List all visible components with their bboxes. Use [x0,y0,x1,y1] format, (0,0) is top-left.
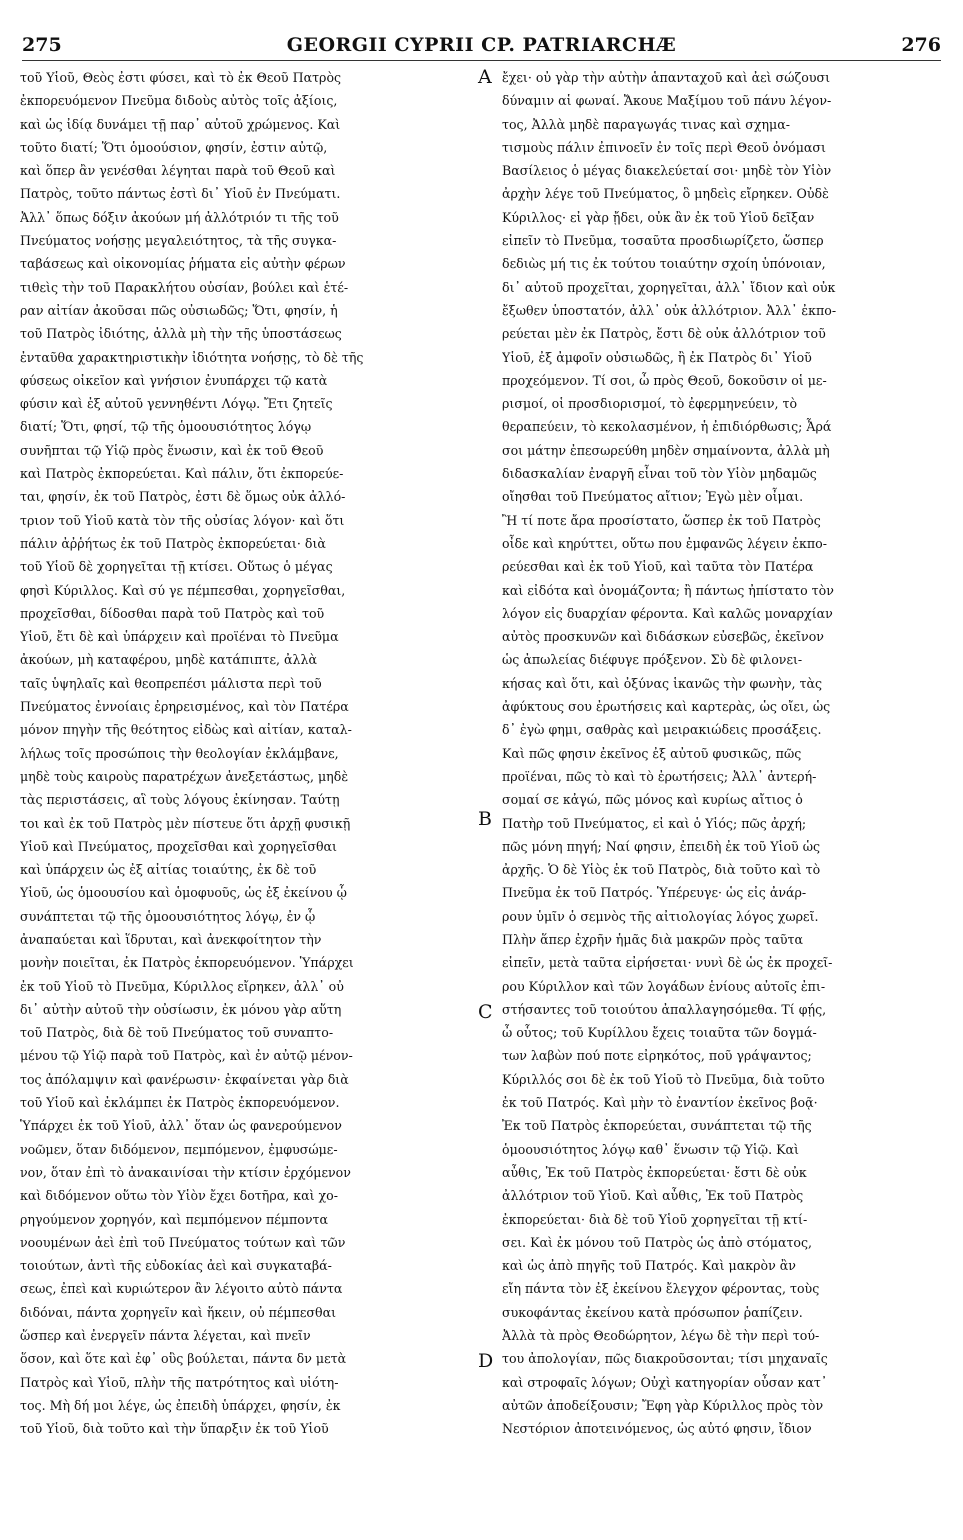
text-line: οἶδε καὶ κηρύττει, οὕτω που ἐμφανῶς λέγειν ἐκπο- [502,535,827,551]
text-line: ται, φησίν, ἐκ τοῦ Πατρὸς, ἐστι δὲ ὅμως οὐκ ἀλλό- [20,489,346,505]
text-line: αὐτῶν ἀποδείξουσιν; Ἔφη γὰρ Κύριλλος πρὸς τὸν [502,1397,824,1413]
text-line: τοῦ Υἱοῦ, διὰ τοῦτο καὶ τὴν ὕπαρξιν ἐκ τοῦ Υἱοῦ [20,1421,329,1437]
text-line: προϊέναι, πῶς τὸ καὶ τὸ ἐρωτήσεις; Ἀλλ᾽ ἀντερή- [502,768,817,784]
text-line: Ὑπάρχει ἐκ τοῦ Υἱοῦ, ἀλλ᾽ ὅταν ὡς φανερούμενον [20,1118,342,1134]
text-line: νοουμένων ἀεὶ ἐπὶ τοῦ Πνεύματος τούτων καὶ τῶν [20,1234,346,1250]
text-line: μένου τῷ Υἱῷ παρὰ τοῦ Πατρὸς, καὶ ἐν αὐτῷ μένον- [20,1048,353,1064]
text-line: ρουν ὑμῖν ὁ σεμνὸς τῆς αἰτιολογίας λόγος χωρεῖ. [502,908,819,924]
text-line: τοῦτο διατί; Ὅτι ὁμοούσιον, φησίν, ἐστιν αὐτῷ, [20,139,328,155]
text-line: αὐτὸς προσκυνῶν καὶ διδάσκων εὐσεβῶς, ἐκεῖνον [502,629,824,645]
text-line: Πατὴρ τοῦ Πνεύματος, εἰ καὶ ὁ Υἱός; πῶς ἀρχή; [502,815,807,831]
text-line: τισμοὺς πάλιν ἐπινοεῖν ἐν τοῖς περὶ Θεοῦ ὀνόμασι [502,139,826,155]
text-line: διδόναι, πάντα χορηγεῖν καὶ ἥκειν, οὐ πέμπεσθαι [20,1304,337,1320]
text-line: Υἱοῦ καὶ Πνεύματος, προχεῖσθαι καὶ χορηγεῖσθαι [20,838,337,854]
right-page-number: 276 [901,34,941,56]
text-line: ἀκούων, μὴ καταφέρου, μηδὲ κατάπιπτε, ἀλλὰ [20,652,317,668]
text-line: Ἐκ τοῦ Πατρὸς ἐκπορεύεται, συνάπτεται τῷ τῆς [502,1118,812,1134]
text-line: Πνεῦμα ἐκ τοῦ Πατρός. Ὑπέρευγε· ὡς εἰς ἀνάρ- [502,885,807,901]
text-line: τριον τοῦ Υἱοῦ κατὰ τὸν τῆς οὐσίας λόγον· καὶ ὅτι [20,512,345,528]
text-line: φησὶ Κύριλλος. Καὶ σύ γε πέμπεσθαι, χορηγεῖσθαι, [20,582,346,598]
text-line: εἴη πάντα τὸν ἐξ ἐκείνου ἔλεγχον φέροντας, τοὺς [502,1281,820,1297]
text-line: συνάπτεται τῷ τῆς ὁμοουσιότητος λόγῳ, ἐν ᾧ [20,908,316,924]
text-line: μηδὲ τοὺς καιροὺς παρατρέχων ἀνεξετάστως, μηδὲ [20,768,349,784]
text-line: ἐκ τοῦ Πατρός. Καὶ μὴν τὸ ἐναντίον ἐκεῖνος βοᾷ· [502,1095,818,1111]
text-line: μόνον πηγὴν τῆς θεότητος εἰδὼς καὶ αἰτίαν, καταλ- [20,722,352,738]
text-line: καὶ στροφαῖς λόγων; Οὐχὶ κατηγορίαν οὖσαν κατ᾽ [502,1374,828,1390]
text-line: διατί; Ὅτι, φησί, τῷ τῆς ὁμοουσιότητος λόγῳ [20,419,312,435]
text-line: ἐνταῦθα χαρακτηριστικὴν ἰδιότητα νοήσῃς, τὸ δὲ τῆς [20,349,364,365]
text-line: ἐκπορευόμενον Πνεῦμα διδοὺς αὐτὸς τοῖς ἀξίοις, [20,93,338,109]
text-line: πάλιν ἀῤῥήτως ἐκ τοῦ Πατρὸς ἐκπορεύεται· διὰ [20,535,326,551]
text-line: καὶ ὅπερ ἂν γενέσθαι λέγηται παρὰ τοῦ Θεοῦ καὶ [20,163,336,179]
text-line: ὡς ἀπωλείας διέφυγε πρόξενον. Σὺ δὲ φιλονει- [502,652,803,668]
text-line: ἀρχῆς. Ὁ δὲ Υἱὸς ἐκ τοῦ Πατρὸς, διὰ τοῦτο καὶ τὸ [502,862,821,878]
text-line: Καὶ πῶς φησιν ἐκεῖνος ἐξ αὐτοῦ φυσικῶς, πῶς [502,745,802,761]
text-line: τοῦ Πατρὸς ἰδιότης, ἀλλὰ μὴ τὴν τῆς ὑποστάσεως [20,326,342,342]
text-line: καὶ Πατρὸς ἐκπορεύεται. Καὶ πάλιν, ὅτι ἐκπορεύε- [20,466,344,482]
text-line: θεραπεύειν, τὸ κεκολασμένον, ἡ ἐπιδιόρθωσις; Ἆρά [502,419,832,435]
text-line: καὶ ὑπάρχειν ὡς ἐξ αἰτίας τοιαύτης, ἐκ δὲ τοῦ [20,862,317,878]
text-line: σοι μάτην ἐπεσωρεύθη μηδὲν σημαίνοντα, ἀλλὰ μὴ [502,442,830,458]
text-line: ἐκ τοῦ Υἱοῦ τὸ Πνεῦμα, Κύριλλος εἴρηκεν, ἀλλ᾽ οὐ [20,978,344,994]
text-line: τοῦ Υἱοῦ, Θεὸς ἐστι φύσει, καὶ τὸ ἐκ Θεοῦ Πατρὸς [20,70,342,85]
text-line: Κύριλλός σοι δὲ ἐκ τοῦ Υἱοῦ τὸ Πνεῦμα, διὰ τοῦτο [502,1071,825,1087]
margin-marker-c: C [478,1001,493,1023]
text-line: νον, ὅταν ἐπὶ τὸ ἀνακαινίσαι τὴν κτίσιν ἐρχόμενον [20,1164,351,1180]
text-line: μονὴν ποιεῖται, ἐκ Πατρὸς ἐκπορευόμενον. Ὑπάρχει [20,955,354,971]
margin-marker-a: A [478,66,492,88]
text-line: Πνεύματος ἐννοίαις ἐρηρεισμένος, καὶ τὸν Πατέρα [20,699,349,715]
text-line: πῶς μόνη πηγή; Ναί φησιν, ἐπειδὴ ἐκ τοῦ Υἱοῦ ὡς [502,838,821,854]
text-line: συκοφάντας ἐκείνου κατὰ πρόσωπον ῥαπίζειν. [502,1304,803,1320]
text-line: των λαβὼν πού ποτε εἰρηκότος, ποῦ γράψαντος; [502,1048,812,1064]
text-line: διδασκαλίαν ἐναργῆ εἶναι τοῦ τὸν Υἱὸν μηδαμῶς [502,466,817,482]
text-line: αὖθις, Ἐκ τοῦ Πατρὸς ἐκπορεύεται· ἔστι δὲ οὐκ [502,1164,807,1180]
text-line: προχεόμενον. Τί σοι, ὦ πρὸς Θεοῦ, δοκοῦσιν οἱ με- [502,372,827,388]
text-line: Ἀλλὰ τὰ πρὸς Θεοδώρητον, λέγω δὲ τὴν περὶ τού- [502,1328,820,1344]
text-line: καὶ εἰδότα καὶ ὀνομάζοντα; ἢ πάντως ἠπίστατο τὸν [502,582,834,598]
text-line: Πατρὸς, τοῦτο πάντως ἐστὶ δι᾽ Υἱοῦ ἐν Πνεύματι. [20,186,341,202]
text-line: οἴησθαι τοῦ Πνεύματος αἴτιον; Ἐγὼ μὲν οἶμαι. [502,489,804,505]
text-line: φύσιν καὶ ἐξ αὐτοῦ γεννηθέντι Λόγῳ. Ἔτι ζητεῖς [20,396,333,412]
text-line: καὶ ὡς ἀπὸ πηγῆς τοῦ Πατρός. Καὶ μακρὸν ἂν [502,1258,796,1274]
text-line: ἐκπορεύεται· διὰ δὲ τοῦ Υἱοῦ χορηγεῖται τῇ κτί- [502,1211,808,1227]
text-line: Ἀλλ᾽ ὅπως δόξιν ἀκούων μή ἀλλότριόν τι τῆς τοῦ [20,209,339,225]
text-line: Κύριλλος· εἰ γὰρ ᾔδει, οὐκ ἂν ἐκ τοῦ Υἱοῦ δεῖξαν [502,209,815,225]
text-line: Νεστόριον ἀποτεινόμενος, ὡς αὐτό φησιν, ἴδιον [502,1421,812,1437]
text-line: ρεύεσθαι καὶ ἐκ τοῦ Υἱοῦ, καὶ ταῦτα τὸν Πατέρα [502,559,814,575]
text-line: ρου Κύριλλον καὶ τῶν λογάδων ἑνίους αὐτοῖς ἐπι- [502,978,826,994]
text-line: τοι καὶ ἐκ τοῦ Πατρὸς μὲν πίστευε ὅτι ἀρχῇ φυσικῇ [20,815,351,831]
text-line: δεδιὼς μή τις ἐκ τούτου τοιαύτην σχοίη ὑπόνοιαν, [502,256,826,272]
text-line: ρηγούμενον χορηγόν, καὶ πεμπόμενον πέμποντα [20,1211,328,1227]
text-line: Ἢ τί ποτε ἄρα προσίστατο, ὥσπερ ἐκ τοῦ Πατρὸς [502,512,821,528]
text-line: ἔξωθεν ὑποστατόν, ἀλλ᾽ οὐκ ἀλλότριον. Ἀλλ᾽ ἐκπο- [502,302,837,318]
text-line: Υἱοῦ, ἔτι δὲ καὶ ὑπάρχειν καὶ προϊέναι τὸ Πνεῦμα [20,629,339,645]
text-line: δύναμιν αἱ φωναί. Ἄκουε Μαξίμου τοῦ πάνυ λέγον- [502,93,832,109]
text-line: Πνεύματος νοήσῃς μεγαλειότητος, τὰ τῆς συγκα- [20,233,337,249]
text-line: σεως, ἐπεὶ καὶ κυριώτερον ἂν λέγοιτο αὐτὸ πάντα [20,1281,343,1297]
text-line: ὥσπερ καὶ ἐνεργεῖν πάντα λέγεται, καὶ πνεῖν [20,1328,311,1344]
text-line: σομαί σε κἀγώ, πῶς μόνος καὶ κυρίως αἴτιος ὁ [502,792,803,808]
text-line: σει. Καὶ ἐκ μόνου τοῦ Πατρὸς ὡς ἀπὸ στόματος, [502,1234,813,1250]
text-line: Πλὴν ἅπερ ἐχρῆν ἡμᾶς διὰ μακρῶν πρὸς ταῦτα [502,931,804,947]
text-line: στήσαντες τοῦ τοιούτου ἀπαλλαγησόμεθα. Τί φῄς, [502,1001,827,1017]
text-line: δι᾽ αὐτοῦ προχεῖται, χορηγεῖται, ἀλλ᾽ ἴδιον καὶ οὐκ [502,279,836,295]
page-header [22,30,941,61]
text-line: ἀφύκτους σου ἐρωτήσεις καὶ καρτερὰς, ὡς οἴει, ὡς [502,699,831,715]
text-line: δ᾽ ἐγὼ φημι, σαθρὰς καὶ μειρακιώδεις προσάξεις. [502,722,822,738]
right-text-column [502,66,942,1441]
text-line: ρεύεται μὲν ἐκ Πατρὸς, ἔστι δὲ οὐκ ἀλλότριον τοῦ [502,326,826,342]
left-page-number: 275 [22,34,62,56]
running-title: GEORGII CYPRII CP. PATRIARCHÆ [286,34,677,56]
text-line: καὶ ὡς ἰδίᾳ δυνάμει τῇ παρ᾽ αὐτοῦ χρώμενος. Καὶ [20,116,341,132]
text-line: τοῦ Υἱοῦ καὶ ἐκλάμπει ἐκ Πατρὸς ἐκπορευόμενον. [20,1095,340,1111]
text-line: νοῶμεν, ὅταν διδόμενον, πεμπόμενον, ἐμφυσώμε- [20,1141,338,1157]
text-line: ὦ οὗτος; τοῦ Κυρίλλου ἔχεις τοιαῦτα τῶν δογμά- [502,1025,817,1041]
margin-marker-b: B [478,808,492,830]
text-line: ὅσον, καὶ ὅτε καὶ ἐφ᾽ οὓς βούλεται, πάντα δν μετὰ [20,1351,347,1367]
text-line: καὶ διδόμενον οὕτω τὸν Υἱὸν ἔχει δοτῆρα, καὶ χο- [20,1188,339,1204]
text-line: ἔχει· οὐ γὰρ τὴν αὐτὴν ἁπανταχοῦ καὶ ἀεὶ σώζουσι [502,70,831,85]
text-line: Πατρὸς καὶ Υἱοῦ, πλὴν τῆς πατρότητος καὶ υἱότη- [20,1374,339,1390]
left-text-column [20,66,474,1441]
text-line: Υἱοῦ, ὡς ὁμοουσίου καὶ ὁμοφυοῦς, ὡς ἐξ ἐκείνου ᾧ [20,885,347,901]
text-line: κήσας καὶ ὅτι, καὶ ὀξύνας ἱκανῶς τὴν φωνὴν, τὰς [502,675,823,691]
text-line: ἀναπαύεται καὶ ἵδρυται, καὶ ἀνεκφοίτητον τὴν [20,931,322,947]
text-line: λήλως τοῖς προσώποις τὴν θεολογίαν ἐκλάμβανε, [20,745,339,761]
text-line: ραν αἰτίαν ἀκοῦσαι πῶς οὐσιωδῶς; Ὅτι, φησίν, ἡ [20,302,338,318]
text-line: ταῖς ὑψηλαῖς καὶ θεοπρεπέσι μάλιστα περὶ τοῦ [20,675,322,691]
text-line: εἰπεῖν, μετὰ ταῦτα εἰρήσεται· νυνὶ δὲ ὡς ἐκ προχεῖ- [502,955,833,971]
text-line: ὁμοουσιότητος λόγῳ καθ᾽ ἕνωσιν τῷ Υἱῷ. Καὶ [502,1141,799,1157]
text-line: τος. Μὴ δή μοι λέγε, ὡς ἐπειδὴ ὑπάρχει, φησίν, ἐκ [20,1397,341,1413]
text-line: ρισμοί, οἱ προσδιορισμοί, τὸ ἐφερμηνεύειν, τὸ [502,396,798,412]
text-line: Βασίλειος ὁ μέγας διακελεύεταί σοι· μηδὲ τὸν Υἱὸν [502,163,832,179]
margin-marker-d: D [478,1350,494,1372]
text-line: Υἱοῦ, ἐξ ἀμφοῖν οὐσιωδῶς, ἢ ἐκ Πατρὸς δι᾽ Υἱοῦ [502,349,812,365]
text-line: ἀλλότριον τοῦ Υἱοῦ. Καὶ αὖθις, Ἐκ τοῦ Πατρὸς [502,1188,804,1204]
text-line: λόγον εἰς δυαρχίαν φέροντα. Καὶ καλῶς μοναρχίαν [502,605,833,621]
text-line: του ἀπολογίαν, πῶς διακροῦσονται; τίσι μηχαναῖς [502,1351,828,1367]
text-line: τοιούτων, ἀντὶ τῆς εὐδοκίας ἀεὶ καὶ συγκαταβά- [20,1258,332,1274]
text-line: δι᾽ αὐτὴν αὐτοῦ τὴν οὐσίωσιν, ἐκ μόνου γὰρ αὕτη [20,1001,342,1017]
text-line: τιθεὶς τὴν τοῦ Παρακλήτου οὐσίαν, βούλει καὶ ἑτέ- [20,279,349,295]
text-line: τος, Ἀλλὰ μηδὲ παραγωγάς τινας καὶ σχημα- [502,116,790,132]
text-line: εἰπεῖν τὸ Πνεῦμα, τοσαῦτα προσδιωρίζετο, ὥσπερ [502,233,824,249]
text-line: τος ἀπόλαμψιν καὶ φανέρωσιν· ἐκφαίνεται γὰρ διὰ [20,1071,349,1087]
text-line: προχεῖσθαι, δίδοσθαι παρὰ τοῦ Πατρὸς καὶ τοῦ [20,605,325,621]
text-line: φύσεως οἰκεῖον καὶ γνήσιον ἐνυπάρχει τῷ κατὰ [20,372,328,388]
text-line: τὰς περιστάσεις, αἳ τοὺς λόγους ἐκίνησαν. Ταύτῃ [20,792,340,808]
text-line: ταβάσεως καὶ οἰκονομίας ῥήματα εἰς αὐτὴν φέρων [20,256,346,272]
text-line: τοῦ Υἱοῦ δὲ χορηγεῖται τῇ κτίσει. Οὕτως ὁ μέγας [20,559,333,575]
text-line: τοῦ Πατρὸς, διὰ δὲ τοῦ Πνεύματος τοῦ συναπτο- [20,1025,334,1041]
text-line: συνῆπται τῷ Υἱῷ πρὸς ἕνωσιν, καὶ ἐκ τοῦ Θεοῦ [20,442,324,458]
text-line: ἀρχὴν λέγε τοῦ Πνεύματος, ὃ μηδεὶς εἴρηκεν. Οὐδὲ [502,186,829,202]
